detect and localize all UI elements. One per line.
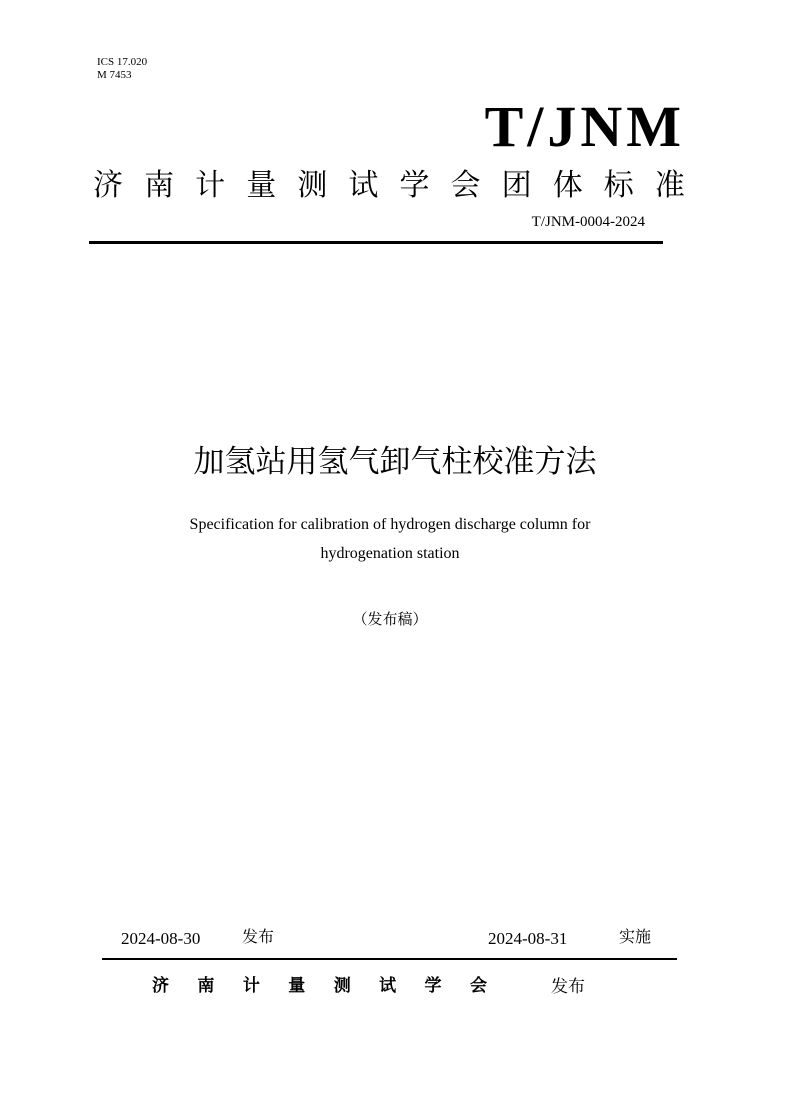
organization-char: 试: [348, 168, 379, 203]
ics-code: ICS 17.020: [97, 56, 148, 68]
issue-label: 发布: [551, 977, 585, 997]
organization-standard-title: [93, 166, 685, 206]
organization-char: 济: [93, 168, 123, 203]
issuer-char: 济: [152, 976, 169, 996]
organization-char: 学: [399, 168, 430, 203]
issuing-organization: [152, 974, 487, 998]
organization-char: 体: [552, 168, 583, 203]
organization-char: 会: [450, 168, 481, 203]
issuer-char: 南: [197, 976, 215, 996]
english-title-line-1: Specification for calibration of hydrogen discharge column for: [189, 516, 591, 533]
implementation-date: 2024-08-31: [488, 929, 568, 948]
header-divider: [89, 241, 663, 244]
issuer-char: 计: [242, 976, 260, 996]
implementation-label: 实施: [619, 927, 652, 946]
issuer-char: 学: [424, 976, 442, 996]
standard-number: T/JNM-0004-2024: [531, 214, 645, 230]
organization-char: 计: [195, 168, 226, 203]
english-title-line-2: hydrogenation station: [320, 545, 460, 562]
organization-char: 量: [246, 168, 277, 203]
ics-block: [97, 56, 147, 82]
chinese-title: 加氢站用氢气卸气柱校准方法: [193, 444, 597, 480]
document-status: （发布稿）: [352, 610, 428, 628]
issuer-char: 会: [469, 976, 487, 996]
organization-char: 测: [297, 168, 328, 203]
publish-date: 2024-08-30: [121, 929, 201, 948]
standard-logo: T/JNM: [484, 94, 685, 159]
organization-char: 准: [654, 168, 685, 203]
organization-char: 标: [603, 168, 634, 203]
issuer-char: 量: [288, 976, 306, 996]
publish-label: 发布: [242, 927, 275, 946]
organization-char: 南: [144, 168, 175, 203]
classification-code: M 7453: [97, 69, 132, 81]
organization-char: 团: [501, 168, 532, 203]
english-title: [0, 510, 780, 568]
issuer-char: 试: [379, 976, 397, 996]
issuer-char: 测: [333, 976, 351, 996]
footer-divider: [102, 958, 677, 960]
